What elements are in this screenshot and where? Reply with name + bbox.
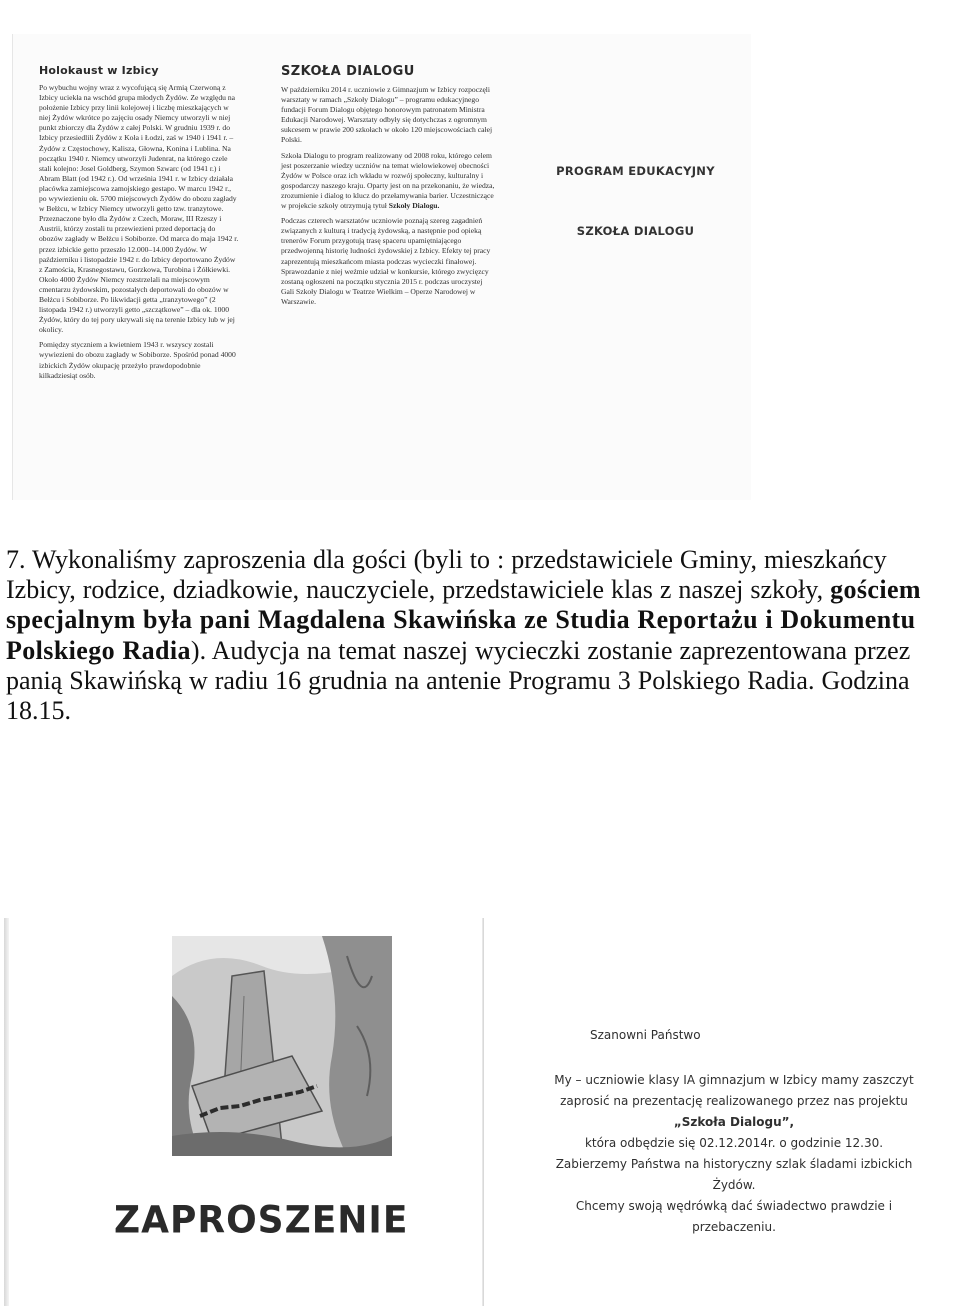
brochure-scan <box>12 34 751 500</box>
brochure-middle-text: Szkoła Dialogu to program realizowany od 2008 roku, którego celem jest poszerzanie wiedzy uczniów na temat wielowiekowej obecności Żydów w Polsce oraz ich wkładu w rozwój społeczny, kulturalny i gospodarczy naszego kraju. Oparty jest on na przekonaniu, że wiedza, zrozumienie i dialog to klucz do przełamywania barier. Uczestniczące w projekcie szkoły otrzymują tytuł <box>281 150 495 211</box>
brochure-middle-paragraph: Podczas czterech warsztatów uczniowie poznają szereg zagadnień związanych z kulturą i tradycją żydowską, a następnie pod opieką trenerów Forum przygotują trasę spaceru upamiętniającego przedwojenną historię ludności żydowskiej z Izbicy. Efekty tej pracy zaprezentują mieszkańcom miasta podczas wycieczki finałowej. Sprawozdanie z niej weźmie udział w konkursie, którego zwycięzcy zostaną ogłoszeni na początku stycznia 2015 r. podczas uroczystej Gali Szkoły Dialogu w Teatrze Wielkim – Operze Narodowej w Warszawie. <box>281 216 491 306</box>
invitation-project-name: „Szkoła Dialogu”, <box>673 1115 795 1129</box>
invitation-line: zaprosić na prezentację realizowanego przez nas projektu <box>560 1094 908 1108</box>
brochure-middle-paragraph <box>281 151 496 212</box>
brochure-left-paragraph: Po wybuchu wojny wraz z wycofującą się Armią Czerwoną z Izbicy uciekła na wschód grupa młodych Żydów. Ze względu na położenie Izbicy przy linii kolejowej i liczbę mieszkających w niej Żydów wkrótce po zajęciu osady Niemcy utworzyli w niej punkt zbiorczy dla Żydów z całej Polski. W grudniu 1939 r. do Izbicy przesiedlili Żydów z Koła i Łodzi, zaś w 1940 i 1941 r. – Żydów z Częstochowy, Kalisza, Głowna, Konina i Lublina. Na początku 1940 r. Niemcy utworzyli Judenrat, na którego czele stali kolejno: Josel Goldberg, Szymon Szwarc (od 1941 r.) i Abram Blatt (od 1942 r.). Od września 1941 r. w Izbicy działała placówka zamiejscowa zamojskiego gestapo. W marcu 1942 r., po wywiezieniu ok. 5700 miejscowych Żydów do obozu zagłady w Bełżcu, w Izbicy Niemcy utworzyli getto tzw. tranzytowe. Przeznaczone było dla Żydów z Czech, Moraw, III Rzeszy i Austrii, którzy zostali tu przewiezieni przed deportacją do obozów zagłady w Bełżcu i Sobiborze. Od marca do maja 1942 r. przez izbickie getto przeszło 12.000–14.000 Żydów. W październiku i listopadzie 1942 r. do Izbicy deportowano Żydów z Zamościa, Krasnegostawu, Gorzkowa, Turobina i Żółkiewki. Około 4000 Żydów Niemcy rozstrzelali na miejscowym cmentarzu żydowskim, pozostałych deportowali do obozów w Bełżcu i Sobiborze. Po likwidacji getta „tranzytowego” (2 listopada 1942 r.) utworzyli getto „szczątkowe” – dla ok. 1000 Żydów, który do tej pory ukrywali się na terenie Izbicy lub w jej okolicy. <box>39 83 239 335</box>
invitation-line: która odbędzie się 02.12.2014r. o godzinie 12.30. <box>584 1136 884 1150</box>
invitation-line: My – uczniowie klasy IA gimnazjum w Izbicy mamy zaszczyt <box>554 1073 914 1087</box>
brochure-middle-title: SZKOŁA DIALOGU <box>281 64 415 79</box>
brochure-middle-paragraph: W październiku 2014 r. uczniowie z Gimnazjum w Izbicy rozpoczęli warsztaty w ramach „Szkoły Dialogu” – programu edukacyjnego fundacji Forum Dialogu objętego honorowym patronatem Ministra Edukacji Narodowej. Warsztaty odbyły się dotychczas z ogromnym sukcesem w prawie 200 szkołach w około 120 miejscowościach całej Polski. <box>281 85 493 145</box>
invitation-line: Chcemy swoją wędrówką dać świadectwo prawdzie i przebaczeniu. <box>575 1199 893 1234</box>
invitation-greeting: Szanowni Państwo <box>590 1028 701 1042</box>
brochure-middle-panel <box>281 64 496 312</box>
main-paragraph-highlight: gościem specjalnym była pani Magdalena Skawińska ze Studia Reportażu i Dokumentu Polskiego Radia <box>6 575 921 665</box>
brochure-left-title: Holokaust w Izbicy <box>39 64 159 77</box>
brochure-left-paragraph: Pomiędzy styczniem a kwietniem 1943 r. wszyscy zostali wywiezieni do obozu zagłady w Sobiborze. Spośród ponad 4000 izbickich Żydów okupację przeżyło prawdopodobnie kilkadziesiąt osób. <box>39 340 236 380</box>
main-paragraph <box>6 545 951 726</box>
invitation-scan <box>4 918 950 1306</box>
invitation-fold-line <box>482 918 484 1306</box>
invitation-cover-title: ZAPROSZENIE <box>114 1198 409 1243</box>
brochure-middle-bold: Szkoły Dialogu. <box>388 201 440 211</box>
scan-edge <box>4 918 9 1306</box>
main-paragraph-outro: ). Audycja na temat naszej wycieczki zostanie zaprezentowana przez panią Skawińską w radiu 16 grudnia na antenie Programu 3 Polskiego Radia. Godzina 18.15. <box>6 635 911 726</box>
memorial-photo <box>172 936 392 1156</box>
brochure-cover-title: PROGRAM EDUKACYJNY <box>556 164 715 178</box>
main-paragraph-intro: 7. Wykonaliśmy zaproszenia dla gości (byli to : przedstawiciele Gminy, mieszkańcy Izbicy, rodzice, dziadkowie, nauczyciele, przedstawiciele klas z naszej szkoły, <box>6 545 887 605</box>
memorial-photo-drawing <box>172 936 392 1156</box>
brochure-left-panel <box>39 64 239 386</box>
invitation-line: Zabierzemy Państwa na historyczny szlak śladami izbickich Żydów. <box>555 1157 913 1192</box>
brochure-cover-subtitle: SZKOŁA DIALOGU <box>576 224 695 238</box>
brochure-cover-panel <box>528 154 743 238</box>
invitation-body <box>534 1070 934 1238</box>
